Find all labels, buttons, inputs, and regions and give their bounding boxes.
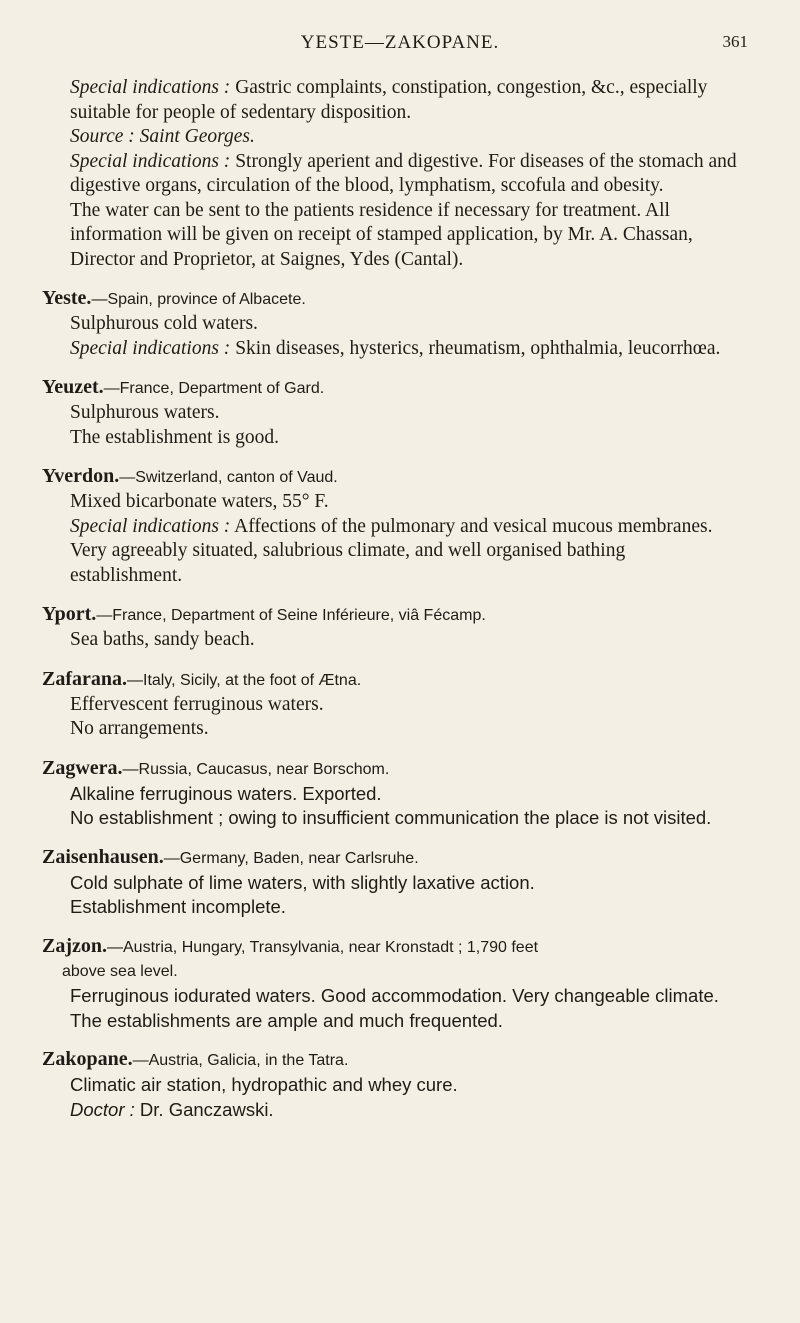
running-head: YESTE—ZAKOPANE. <box>300 32 500 53</box>
entry-line-text: Affections of the pulmonary and vesical mucous membranes. <box>230 515 713 537</box>
entry-yeuzet <box>42 375 742 450</box>
entry-line <box>42 337 742 362</box>
entry-line: Climatic air station, hydropathic and whey cure. <box>70 1074 458 1095</box>
entry-location: —France, Department of Gard. <box>103 380 325 397</box>
entry-heading <box>42 845 742 871</box>
special-indications-label: Special indications : <box>70 337 231 359</box>
entry-name: Zafarana. <box>42 667 127 690</box>
intro-paragraph-1-text: Gastric complaints, constipation, congestion, &c., especially suitable for people of sedentary disposition. <box>70 77 708 123</box>
entry-location: —Austria, Hungary, Transylvania, near Kronstadt ; 1,790 feet <box>107 938 539 956</box>
entry-name: Zakopane. <box>42 1048 133 1070</box>
entry-name: Yport. <box>42 603 97 625</box>
entry-line: The establishments are ample and much frequented. <box>70 1009 503 1031</box>
entry-line: Establishment incomplete. <box>70 896 286 917</box>
special-indications-label: Special indications : <box>70 515 231 537</box>
entry-line: Alkaline ferruginous waters. Exported. <box>70 782 382 804</box>
doctor-label: Doctor : <box>70 1098 135 1120</box>
entry-line: Ferruginous iodurated waters. Good accommodation. Very changeable climate. <box>70 985 719 1006</box>
entry-line: The establishment is good. <box>70 426 280 448</box>
entry-line: Mixed bicarbonate waters, 55° F. <box>70 491 329 512</box>
entry-line: Effervescent ferruginous waters. <box>70 693 324 715</box>
entry-line: Sulphurous waters. <box>70 402 220 423</box>
entry-location: —Spain, province of Albacete. <box>91 291 306 308</box>
entry-name: Yeste. <box>42 287 92 309</box>
entry-location: —Italy, Sicily, at the foot of Ætna. <box>127 671 362 689</box>
special-indications-label: Special indications : <box>70 150 231 172</box>
entry-zagwera <box>42 756 742 831</box>
entry-line: No establishment ; owing to insufficient communication the place is not visited. <box>70 807 712 828</box>
entry-line: Sulphurous cold waters. <box>70 313 258 334</box>
source-label: Source : Saint Georges. <box>70 126 255 147</box>
entry-line <box>42 1098 742 1123</box>
entry-zajzon <box>42 934 742 1034</box>
page-number: 361 <box>722 32 748 51</box>
entry-heading <box>42 286 742 312</box>
special-indications-label: Special indications : <box>70 77 231 98</box>
entry-zafarana <box>42 667 742 742</box>
entry-name: Zagwera. <box>42 756 123 779</box>
intro-paragraph-4-text: The water can be sent to the patients residence if necessary for treatment. All information will be given on receipt of stamped application, by Mr. A. Chassan, Director and Proprietor, at Saignes, Ydes (Cantal). <box>70 199 693 270</box>
entry-location: —France, Department of Seine Inférieure, viâ Fécamp. <box>96 607 486 624</box>
entry-heading <box>42 464 742 490</box>
page-header <box>0 20 800 60</box>
entry-name: Zajzon. <box>42 934 107 957</box>
entry-line: Sea baths, sandy beach. <box>70 629 255 650</box>
entry-location: —Germany, Baden, near Carlsruhe. <box>163 849 419 867</box>
entry-location-continued: above sea level. <box>62 962 178 980</box>
entry-name: Yeuzet. <box>42 376 104 398</box>
intro-paragraph-3-text: Strongly aperient and digestive. For diseases of the stomach and digestive organs, circulation of the blood, lymphatism, sccofula and obesity. <box>70 150 737 196</box>
entry-location: —Russia, Caucasus, near Borschom. <box>122 760 390 778</box>
entry-line: Cold sulphate of lime waters, with slightly laxative action. <box>70 871 535 893</box>
entry-line: Very agreeably situated, salubrious climate, and well organised bathing establishment. <box>70 540 626 586</box>
intro-paragraph-4 <box>42 199 742 273</box>
entry-line-text: Skin diseases, hysterics, rheumatism, ophthalmia, leucorrhœa. <box>230 337 721 359</box>
intro-section <box>42 76 742 272</box>
entry-zakopane <box>42 1047 742 1122</box>
intro-paragraph-1 <box>42 76 742 125</box>
intro-paragraph-3 <box>42 150 742 199</box>
entry-yport <box>42 602 742 653</box>
entry-name: Yverdon. <box>42 465 120 487</box>
intro-source <box>42 125 742 150</box>
entry-heading <box>42 602 742 628</box>
entry-heading <box>42 756 742 782</box>
page-content <box>42 76 742 1122</box>
entry-heading <box>42 375 742 401</box>
entry-heading <box>42 667 742 693</box>
entry-line-text: Dr. Ganczawski. <box>134 1098 274 1120</box>
entry-heading <box>42 934 742 960</box>
entry-line <box>42 515 742 540</box>
entry-heading <box>42 1047 742 1073</box>
entry-location: —Austria, Galicia, in the Tatra. <box>132 1052 349 1069</box>
entry-yverdon <box>42 464 742 588</box>
entry-zaisenhausen <box>42 845 742 920</box>
entry-line: No arrangements. <box>70 718 209 739</box>
entry-location: —Switzerland, canton of Vaud. <box>119 469 338 486</box>
entry-name: Zaisenhausen. <box>42 845 164 868</box>
entry-yeste <box>42 286 742 361</box>
